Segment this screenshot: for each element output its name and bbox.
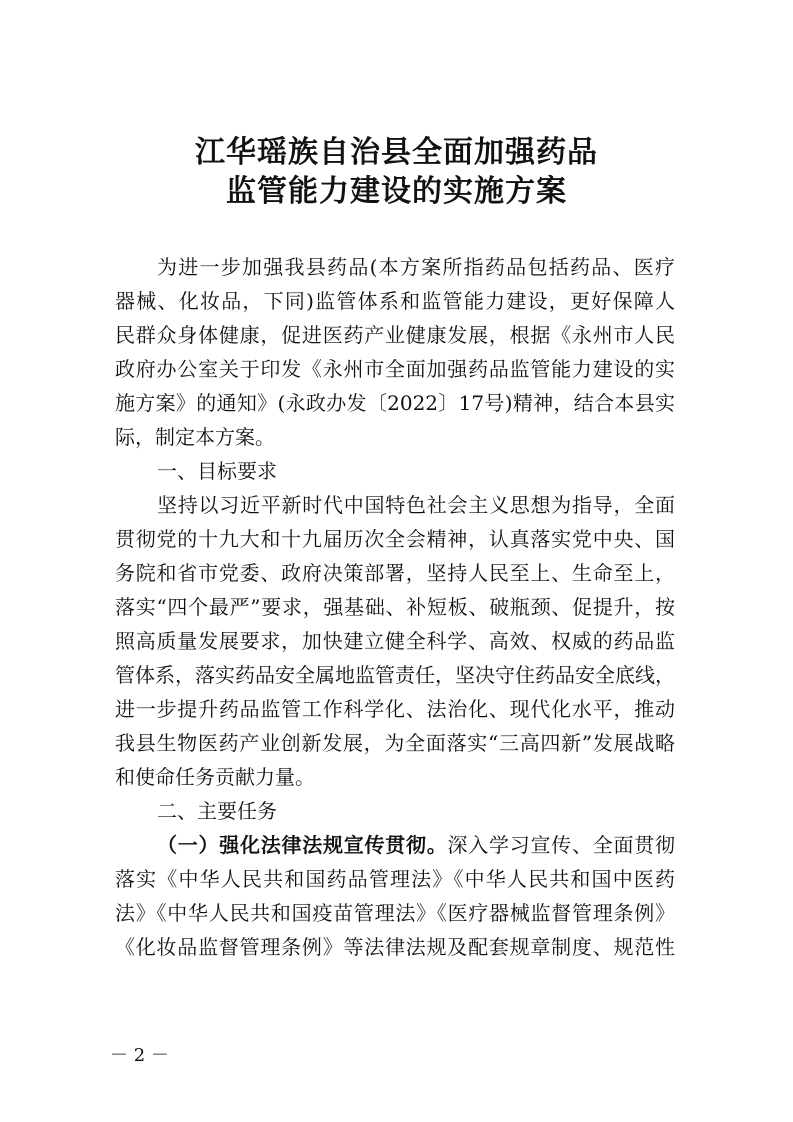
page-number: － 2 －: [110, 1045, 169, 1066]
intro-line: 器械、化妆品，下同)监管体系和监管能力建设，更好保障人: [115, 289, 675, 313]
task-item-1-line: 法》《中华人民共和国疫苗管理法》《医疗器械监督管理条例》: [115, 901, 675, 925]
section1-line: 坚持以习近平新时代中国特色社会主义思想为指导，全面: [157, 493, 675, 517]
section1-line: 管体系，落实药品安全属地监管责任，坚决守住药品安全底线，: [115, 663, 675, 687]
section1-line: 贯彻党的十九大和十九届历次全会精神，认真落实党中央、国: [115, 527, 675, 551]
intro-line: 施方案》的通知》(永政办发〔2022〕17号)精神，结合本县实: [115, 391, 675, 415]
task-item-1-line: 《化妆品监督管理条例》等法律法规及配套规章制度、规范性: [115, 935, 675, 959]
document-title-line-2: 监管能力建设的实施方案: [226, 174, 567, 209]
section1-line: 落实“四个最严”要求，强基础、补短板、破瓶颈、促提升，按: [115, 595, 675, 619]
section1-line: 我县生物医药产业创新发展，为全面落实“三高四新”发展战略: [115, 731, 675, 755]
task-item-1-first-line: [157, 828, 675, 862]
section-heading-tasks: 二、主要任务: [157, 799, 277, 823]
section1-line: 照高质量发展要求，加快建立健全科学、高效、权威的药品监: [115, 629, 675, 653]
task-item-1-line: 落实《中华人民共和国药品管理法》《中华人民共和国中医药: [115, 867, 675, 891]
section1-line: 务院和省市党委、政府决策部署，坚持人民至上、生命至上，: [115, 561, 675, 585]
document-title-line-1: 江华瑶族自治县全面加强药品: [195, 135, 598, 170]
section-heading-goals: 一、目标要求: [157, 459, 277, 483]
task-item-1-title: （一）强化法律法规宣传贯彻。: [157, 833, 448, 857]
intro-line: 际，制定本方案。: [115, 425, 275, 449]
intro-line: 政府办公室关于印发《永州市全面加强药品监管能力建设的实: [115, 357, 675, 381]
task-item-1-text: 深入学习宣传、全面贯彻: [447, 833, 675, 857]
section1-line: 进一步提升药品监管工作科学化、法治化、现代化水平，推动: [115, 697, 675, 721]
intro-line: 民群众身体健康，促进医药产业健康发展，根据《永州市人民: [115, 323, 675, 347]
intro-line: 为进一步加强我县药品(本方案所指药品包括药品、医疗: [157, 255, 675, 279]
section1-line: 和使命任务贡献力量。: [115, 765, 315, 789]
